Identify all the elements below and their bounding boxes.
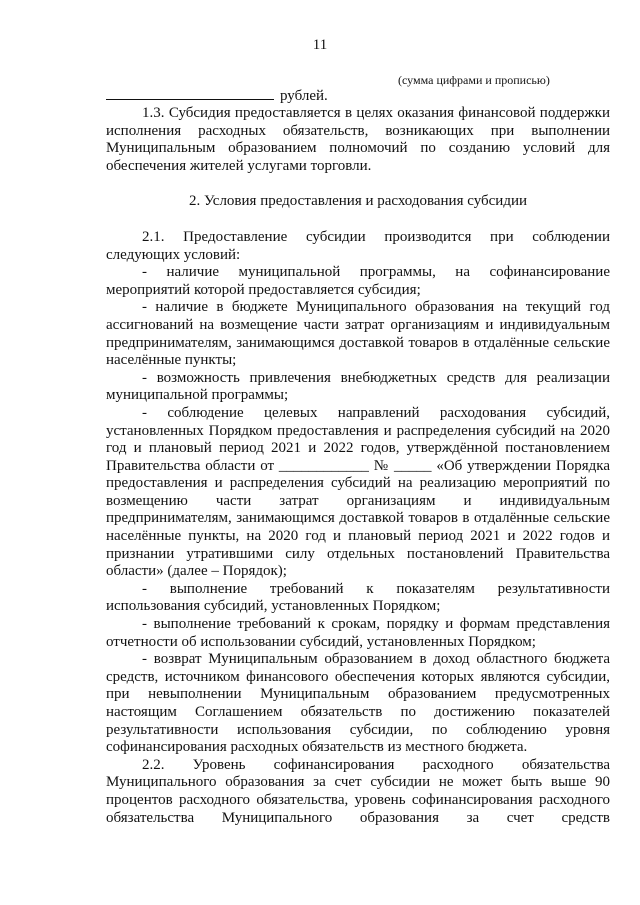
document-body <box>106 87 610 827</box>
paragraph-2-2: 2.2. Уровень софинансирования расходного обязательства Муниципального образования за счет субсидии не может быть выше 90 процентов расходного обязательства, уровень софинансирования расходного обязательства Муниципального образования за счет средств <box>106 756 610 826</box>
rubles-label: рублей. <box>280 88 328 104</box>
sum-caption: (сумма цифрами и прописью) <box>398 73 550 87</box>
condition-5: - выполнение требований к показателям результативности использования субсидий, установленных Порядком; <box>106 580 610 615</box>
section-2-title: 2. Условия предоставления и расходования субсидии <box>188 193 528 210</box>
condition-7: - возврат Муниципальным образованием в доход областного бюджета средств, источником финансового обеспечения которых являются субсидии, при невыполнении Муниципальным образованием предусмотренных настоящим Соглашением обязательств по достижению показателей результативности использования субсидии, по соблюдению уровня софинансирования расходных обязательств из местного бюджета. <box>106 651 610 756</box>
condition-6: - выполнение требований к срокам, порядку и формам представления отчетности об использовании субсидий, установленных Порядком; <box>106 616 610 650</box>
amount-line <box>106 87 610 105</box>
amount-blank <box>106 87 274 100</box>
condition-1: - наличие муниципальной программы, на софинансирование мероприятий которой предоставляется субсидия; <box>106 264 610 298</box>
paragraph-1-3: 1.3. Субсидия предоставляется в целях оказания финансовой поддержки исполнения расходных обязательств, возникающих при выполнении Муниципальным образованием полномочий по созданию условий для обеспечения жителей услугами торговли. <box>106 105 610 174</box>
condition-4: - соблюдение целевых направлений расходования субсидий, установленных Порядком предоставления и распределения субсидий на 2020 год и плановый период 2021 и 2022 годов, утверждённой постановлением Правительства области от ____________ № _____ «Об утверждении Порядка предоставления и распределения субсидий на реализацию мероприятий по возмещению части затрат организациям и индивидуальным предпринимателям, занимающимся доставкой товаров в отдалённые сельские населённые пункты, на 2020 год и плановый период 2021 и 2022 годов и признании утратившими силу отдельных постановлений Правительства области» (далее – Порядок); <box>106 404 610 580</box>
page-number: 11 <box>312 37 328 53</box>
condition-2: - наличие в бюджете Муниципального образования на текущий год ассигнований на возмещение части затрат организациям и индивидуальным предпринимателям, занимающимся доставкой товаров в отдалённые сельские населённые пункты; <box>106 299 610 369</box>
paragraph-2-1: 2.1. Предоставление субсидии производится при соблюдении следующих условий: <box>106 228 610 263</box>
condition-3: - возможность привлечения внебюджетных средств для реализации муниципальной программы; <box>106 369 610 404</box>
